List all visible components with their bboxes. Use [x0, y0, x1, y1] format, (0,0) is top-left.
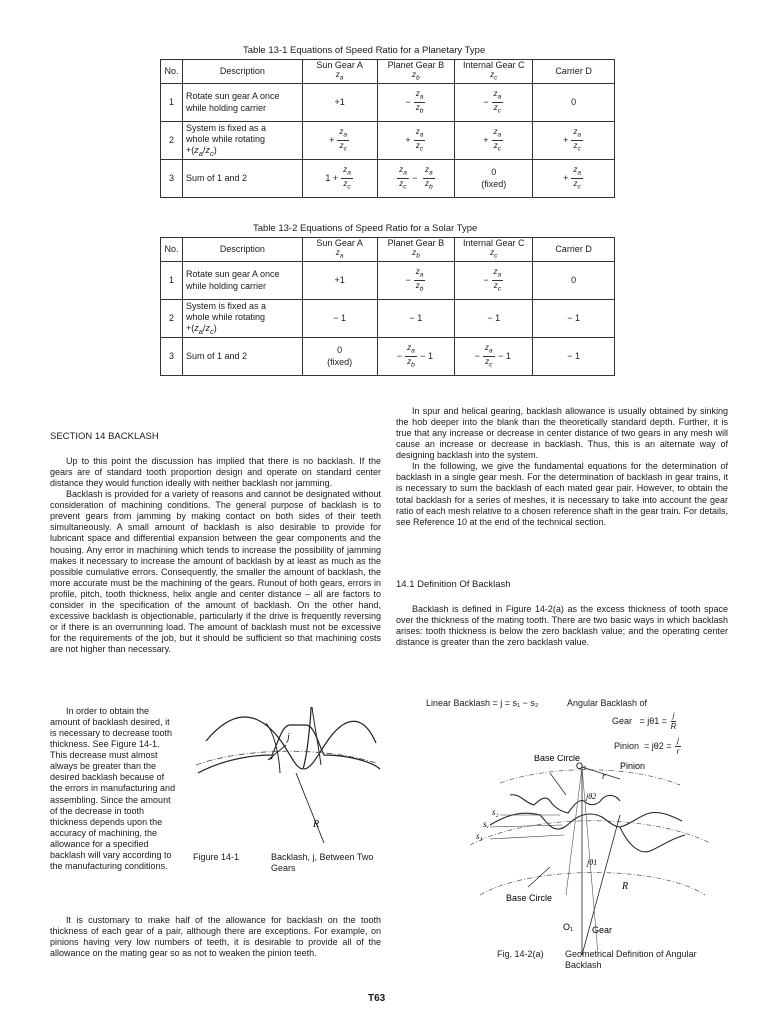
- s2-label: s₂: [492, 807, 499, 817]
- col-no: No.: [161, 60, 183, 84]
- cell: + $\frac{z_a}{z_c}$: [455, 122, 533, 160]
- col-no: No.: [161, 238, 183, 262]
- table1: [160, 59, 615, 198]
- col-description: Description: [182, 238, 302, 262]
- pinion-teeth: [510, 795, 620, 813]
- row-no: 1: [161, 84, 183, 122]
- gear-label: Gear: [592, 925, 613, 935]
- col-description: Description: [182, 60, 302, 84]
- table1-caption: Table 13-1 Equations of Speed Ratio for a Planetary Type: [243, 45, 486, 56]
- paragraph: In spur and helical gearing, backlash allowance is usually obtained by sinking the hob deeper into the blank than the theoretically standard depth. Further, it is true that any increase or decrease in center distance of two gears in any mesh will cause an increase or decrease in backlash. Thus, this is an alternate way of designing backlash into the system.: [396, 406, 728, 461]
- base-circle-leader: [550, 773, 566, 795]
- upper-gear-tooth: [206, 707, 311, 769]
- paragraph: Backlash is provided for a variety of reasons and cannot be designated without consideration of machining conditions. The general purpose of backlash is to prevent gears from jamming by making contact on both sides of their teeth simultaneously. A small amount of backlash is also desirable to provide for lubricant space and differential expansion between the gear components and the housing. Any error in machining which tends to increase the possibility of jamming makes it necessary to increase the amount of backlash by at least as much as the possible cumulative errors. Consequently, the smaller the amount of backlash, the more accurate must be the machining of the gears. Runout of both gears, errors in profile, pitch, tooth thickness, helix angle and center distance – all are factors to consider in the specification of the amount of backlash. On the other hand, excessive backlash is objectionable, particularly if the drive is frequently reversing or if there is an overrunning load. The amount of backlash must not be excessive for the requirements of the job, but it should be sufficient so that machining costs are not higher than necessary.: [50, 489, 381, 655]
- cell: +1: [302, 84, 377, 122]
- gear-eq-label: Gear = jθ1 = $\frac{j}{R}$: [612, 711, 677, 731]
- row-no: 2: [161, 122, 183, 160]
- cell: 1 + $\frac{z_a}{z_c}$: [302, 160, 377, 198]
- row-no: 3: [161, 160, 183, 198]
- cell: − $\frac{z_a}{z_b}$: [377, 262, 455, 300]
- cell: − $\frac{z_a}{z_c}$: [455, 84, 533, 122]
- base-circle-bottom-label: Base Circle: [506, 893, 553, 903]
- col-planet-gear: Planet Gear B $z_b$: [377, 60, 455, 84]
- cell: − $\frac{z_a}{z_b}$: [377, 84, 455, 122]
- row-desc: Rotate sun gear A once while holding carrier: [182, 84, 302, 122]
- linear-backlash-label: Linear Backlash = j = s₁ − s₂: [426, 698, 539, 708]
- left-column-bottom: [50, 915, 381, 959]
- col-planet-gear: Planet Gear B $z_b$: [377, 238, 455, 262]
- jtheta2-label: jθ2: [586, 792, 597, 801]
- cell: 0 (fixed): [302, 338, 377, 376]
- o1-label: O₁: [563, 922, 574, 932]
- cell: + $\frac{z_a}{z_c}$: [302, 122, 377, 160]
- table2: [160, 237, 615, 376]
- cell: 0: [533, 262, 615, 300]
- r-label: R: [313, 819, 320, 830]
- page-number: T63: [368, 993, 386, 1004]
- cell: + $\frac{z_a}{z_c}$: [533, 160, 615, 198]
- paragraph: In the following, we give the fundamental equations for the determination of backlash in a single gear mesh. For the determination of backlash in gear trains, it is necessary to sum the backlash of each mated gear pair. However, to obtain the total backlash for a series of meshes, it is necessary to take into account the gear ratio of each mesh relative to a chosen reference shaft in the gear train. For details, see Reference 10 at the end of the technical section.: [396, 461, 728, 527]
- angle-line: [566, 767, 582, 895]
- gear-lower-tooth: [620, 827, 685, 852]
- jtheta1-label: jθ1: [587, 858, 598, 867]
- row-no: 3: [161, 338, 183, 376]
- cell: + $\frac{z_a}{z_c}$: [377, 122, 455, 160]
- sub-heading: 14.1 Definition Of Backlash: [396, 579, 511, 590]
- left-column-narrow: [50, 706, 176, 872]
- sv-label: sᵥ: [483, 819, 490, 829]
- row-desc: Sum of 1 and 2: [182, 338, 302, 376]
- row-desc: Rotate sun gear A once while holding carrier: [182, 262, 302, 300]
- table-header-row: [161, 60, 615, 84]
- cell: − 1: [533, 300, 615, 338]
- figure-14-1-caption: Figure 14-1: [193, 852, 240, 862]
- cell: − $\frac{z_a}{z_c}$: [455, 262, 533, 300]
- paragraph: Up to this point the discussion has implied that there is no backlash. If the gears are of standard tooth proportion design and operate on standard center distance they would function ideally with neither backlash nor jamming.: [50, 456, 381, 489]
- cell: +1: [302, 262, 377, 300]
- upper-gear-tooth: [266, 723, 280, 773]
- table-row: [161, 122, 615, 160]
- table-row: [161, 160, 615, 198]
- cell: − 1: [533, 338, 615, 376]
- pinion-eq-label: Pinion = jθ2 = $\frac{j}{r}$: [614, 736, 680, 756]
- j-label: j: [287, 732, 290, 743]
- gear-pitch-circle: [470, 821, 710, 845]
- row-no: 1: [161, 262, 183, 300]
- col-internal-gear: Internal Gear C $z_c$: [455, 60, 533, 84]
- figure-14-1: [186, 703, 381, 853]
- pinion-label: Pinion: [620, 761, 646, 771]
- left-column-top: [50, 456, 381, 655]
- angular-backlash-label: Angular Backlash of: [567, 698, 648, 708]
- table2-caption: Table 13-2 Equations of Speed Ratio for a Solar Type: [253, 223, 478, 234]
- cell: + $\frac{z_a}{z_c}$: [533, 122, 615, 160]
- col-sun-gear: Sun Gear A $z_a$: [302, 60, 377, 84]
- r-big-label: R: [622, 881, 629, 892]
- s1-label: s₁: [476, 831, 483, 841]
- col-sun-gear: Sun Gear A $z_a$: [302, 238, 377, 262]
- cell: − 1: [377, 300, 455, 338]
- figure-14-2a: [470, 755, 710, 955]
- o2-label: O₂: [576, 761, 587, 771]
- row-no: 2: [161, 300, 183, 338]
- radius-line: [296, 773, 324, 843]
- pinion-base-circle: [500, 770, 680, 785]
- table-row: [161, 84, 615, 122]
- cell: $\frac{z_a}{z_c}$ − $\frac{z_a}{z_b}$: [377, 160, 455, 198]
- table-row: [161, 262, 615, 300]
- paragraph: In order to obtain the amount of backlash desired, it is necessary to decrease tooth thickness. See Figure 14-1. This decrease must almost always be greater than the desired backlash because of the errors in manufacturing and assembling. Since the amount of the decrease in tooth thickness depends upon the accuracy of machining, the allowance for a specified backlash will vary according to the manufacturing conditions.: [50, 706, 176, 871]
- s-line: [490, 835, 564, 839]
- base-circle-top-label: Base Circle: [534, 755, 581, 763]
- col-internal-gear: Internal Gear C $z_c$: [455, 238, 533, 262]
- cell: − 1: [302, 300, 377, 338]
- figure-14-2a-caption: Fig. 14-2(a): [497, 949, 544, 959]
- paragraph: It is customary to make half of the allowance for backlash on the tooth thickness of each gear of a pair, although there are exceptions. For example, on pinions having very low numbers of teeth, it is desirable to provide all of the allowance on the mating gear so as not to weaken the pinion teeth.: [50, 915, 381, 959]
- figure-14-2a-title: Geometrical Definition of Angular Backlash: [565, 949, 697, 971]
- table-row: [161, 338, 615, 376]
- cell: − $\frac{z_a}{z_c}$ − 1: [455, 338, 533, 376]
- base-circle-leader: [528, 867, 550, 887]
- cell: − $\frac{z_a}{z_b}$ − 1: [377, 338, 455, 376]
- row-desc: System is fixed as a whole while rotating $+(z_a/z_c)$: [182, 300, 302, 338]
- pinion-radius: [582, 767, 620, 779]
- col-carrier: Carrier D: [533, 60, 615, 84]
- cell: − 1: [455, 300, 533, 338]
- paragraph: Backlash is defined in Figure 14-2(a) as the excess thickness of tooth space over the thickness of the mating tooth. There are two basic ways in which backlash arises: tooth thickness is below the zero backlash value; and the operating center distance is greater than the zero backlash value.: [396, 604, 728, 648]
- r-small-label: r: [602, 771, 606, 781]
- table-row: [161, 300, 615, 338]
- cell: 0: [533, 84, 615, 122]
- row-desc: System is fixed as a whole while rotating $+(z_a/z_c)$: [182, 122, 302, 160]
- cell: 0 (fixed): [455, 160, 533, 198]
- row-desc: Sum of 1 and 2: [182, 160, 302, 198]
- table-header-row: [161, 238, 615, 262]
- right-column-def: [396, 604, 728, 648]
- col-carrier: Carrier D: [533, 238, 615, 262]
- figure-14-1-label: Backlash, j, Between Two Gears: [271, 852, 374, 874]
- section-heading: SECTION 14 BACKLASH: [50, 431, 159, 442]
- right-column-top: [396, 406, 728, 528]
